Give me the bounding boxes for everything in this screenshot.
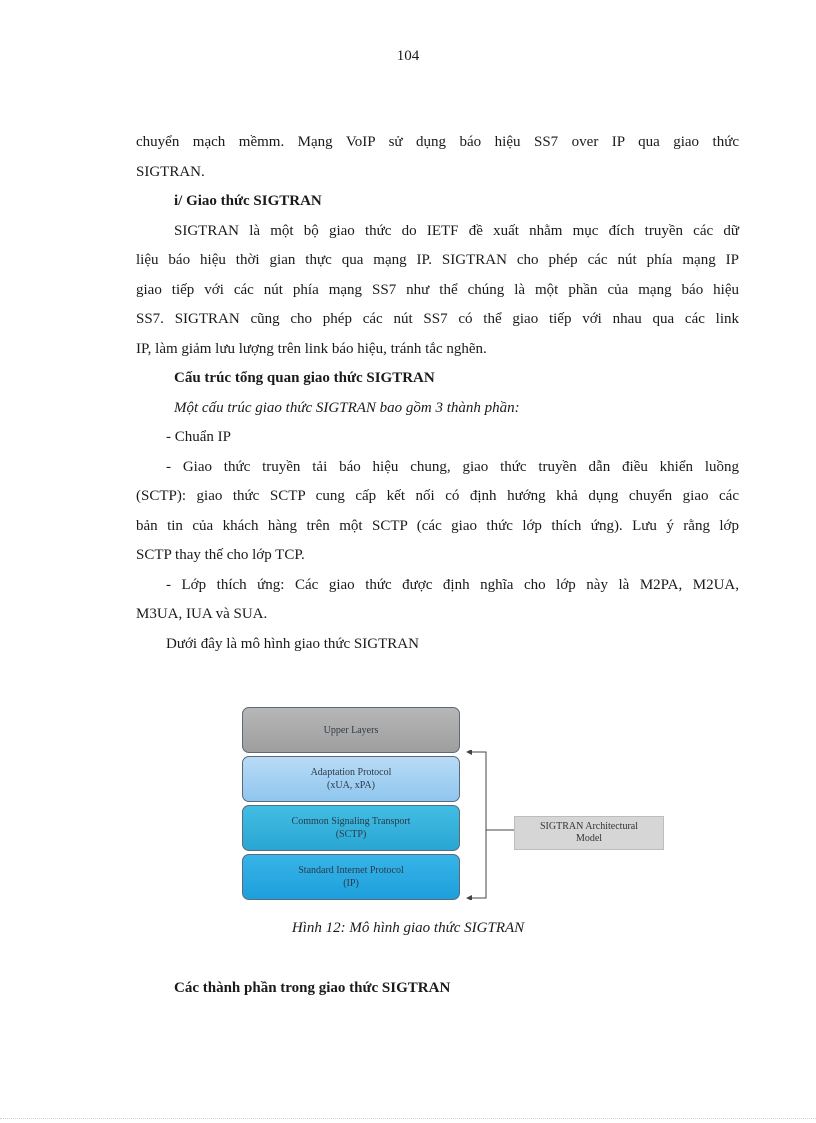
paragraph-line: SS7. SIGTRAN cũng cho phép các nút SS7 có thể giao tiếp với nhau qua các link xyxy=(136,311,739,327)
architecture-label: Model xyxy=(575,833,603,844)
paragraph-line: IP, làm giảm lưu lượng trên link báo hiệu, tránh tắc nghẽn. xyxy=(136,340,487,357)
architecture-label-box xyxy=(514,816,664,850)
paragraph-line: bản tin của khách hàng trên một SCTP (các giao thức lớp thích ứng). Lưu ý rằng lớp xyxy=(136,517,739,534)
layer-label: Adaptation Protocol xyxy=(310,767,392,778)
layer-upper-layers xyxy=(242,707,460,753)
layer-label: Common Signaling Transport xyxy=(291,816,411,827)
intro-line: Một cấu trúc giao thức SIGTRAN bao gồm 3 thành phần: xyxy=(174,399,520,416)
list-item: - Giao thức truyền tải báo hiệu chung, giao thức truyền dẫn điều khiển luồng xyxy=(166,458,739,475)
paragraph-line: Dưới đây là mô hình giao thức SIGTRAN xyxy=(166,635,419,652)
list-item: - Lớp thích ứng: Các giao thức được định nghĩa cho lớp này là M2PA, M2UA, xyxy=(166,576,739,593)
layer-ip xyxy=(242,854,460,900)
paragraph-line: giao tiếp với các nút phía mạng SS7 như thể chúng là một phần của mạng báo hiệu xyxy=(136,281,739,298)
document-body xyxy=(136,128,739,659)
paragraph-line: SIGTRAN. xyxy=(136,163,205,180)
paragraph-line: (SCTP): giao thức SCTP cung cấp kết nối có định hướng khả dụng chuyển giao các xyxy=(136,488,739,504)
connector-line xyxy=(486,828,514,832)
section-heading: Các thành phần trong giao thức SIGTRAN xyxy=(174,980,451,996)
paragraph-line: chuyển mạch mềmm. Mạng VoIP sử dụng báo hiệu SS7 over IP qua giao thức xyxy=(136,134,739,150)
section-heading-i: i/ Giao thức SIGTRAN xyxy=(174,193,322,209)
layer-label: Standard Internet Protocol xyxy=(298,865,404,876)
list-item: - Chuẩn IP xyxy=(166,429,231,445)
sigtran-diagram xyxy=(236,704,666,908)
paragraph-line: M3UA, IUA và SUA. xyxy=(136,606,268,622)
page-bottom-rule xyxy=(0,1118,816,1119)
subsection-heading: Cấu trúc tổng quan giao thức SIGTRAN xyxy=(174,370,435,386)
architecture-label: SIGTRAN Architectural xyxy=(539,821,639,832)
layer-adaptation-protocol xyxy=(242,756,460,802)
layer-sctp xyxy=(242,805,460,851)
layer-sublabel: (xUA, xPA) xyxy=(327,780,375,791)
layer-sublabel: (SCTP) xyxy=(335,829,367,840)
paragraph-line: SCTP thay thế cho lớp TCP. xyxy=(136,547,305,563)
paragraph-line: liệu báo hiệu thời gian thực qua mạng IP. SIGTRAN cho phép các nút phía mạng IP xyxy=(136,252,739,268)
page-number: 104 xyxy=(396,48,420,64)
layer-label: Upper Layers xyxy=(323,724,379,736)
paragraph-line: SIGTRAN là một bộ giao thức do IETF đề xuất nhằm mục đích truyền các dữ xyxy=(174,222,739,239)
figure-caption: Hình 12: Mô hình giao thức SIGTRAN xyxy=(291,920,525,936)
bracket-arrow xyxy=(466,750,490,900)
layer-sublabel: (IP) xyxy=(343,878,359,889)
